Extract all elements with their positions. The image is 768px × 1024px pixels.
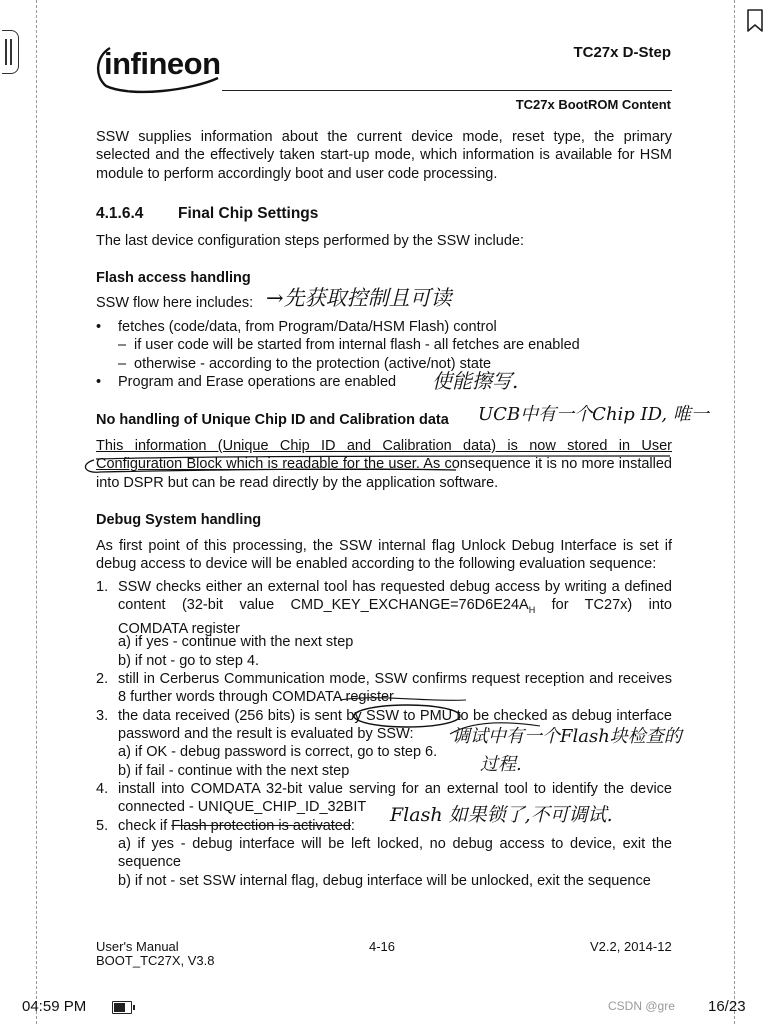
flash-item-2: Program and Erase operations are enabled (118, 374, 397, 390)
handwritten-note-1: →先获取控制且可读 (266, 286, 452, 310)
step-1a: a) if yes - continue with the next step (118, 634, 354, 650)
intro-paragraph: SSW supplies information about the current device mode, reset type, the primary selected and the effectively taken start-up mode, which information is available for HSM module to perform accordingly boot and user code processing. (96, 129, 672, 182)
ink-strike-comdata (340, 698, 466, 701)
dash-mark: – (118, 337, 127, 353)
chipid-underlined-text: This information (Unique Chip ID and Calibration data) is now stored in User Configuration Block which is readable for the user. (96, 438, 672, 473)
chipid-rest-text: As consequence it is no more installed into DSPR but can be read directly by the application software. (96, 456, 672, 491)
step-1-text-b: for TC27x) into COMDATA register (118, 597, 672, 637)
handwritten-note-4: 调试中有一个Flash块检查的 (452, 726, 682, 747)
section-heading-text: Final Chip Settings (178, 205, 319, 222)
status-time: 04:59 PM (22, 998, 87, 1015)
handwritten-note-2: 使能擦写. (432, 369, 519, 393)
step-5-text-a: check if (118, 818, 172, 834)
logo-text: infineon (104, 46, 221, 81)
footer-doc-id: BOOT_TC27X, V3.8 (96, 953, 215, 968)
flash-item-1: fetches (code/data, from Program/Data/HSM Flash) control (118, 319, 497, 335)
step-1-subscript: H (528, 605, 536, 616)
flash-heading: Flash access handling (96, 270, 251, 286)
section-title: TC27x BootROM Content (515, 97, 671, 112)
ink-underline-1 (96, 456, 670, 459)
step-4-number: 4. (96, 781, 109, 797)
step-5-struck-text: Flash protection is activated (171, 818, 351, 834)
step-4-text: install into COMDATA 32-bit value serving for an external tool to identify the device connected - UNIQUE_CHIP_ID_32BIT (118, 781, 672, 816)
bullet-dot: • (96, 374, 102, 390)
step-5-text-b: : (350, 818, 355, 834)
step-1b: b) if not - go to step 4. (118, 653, 260, 669)
section-number: 4.1.6.4 (96, 205, 144, 222)
handwritten-note-3: UCB中有一个Chip ID, 唯一 (478, 404, 709, 425)
step-2-text: still in Cerberus Communication mode, SSW confirms request reception and receives 8 further words through COMDATA register (118, 671, 672, 706)
step-3-text: the data received (256 bits) is sent by SSW to PMU to be checked as debug interface password and the result is evaluated by SSW: (118, 708, 672, 743)
handwritten-note-5: 过程. (480, 754, 522, 775)
flash-lead: SSW flow here includes: (96, 295, 254, 311)
step-1-text-a: SSW checks either an external tool has requested debug access by writing a defined content (32-bit value CMD_KEY_EXCHANGE=76D6E24A (118, 579, 672, 614)
battery-icon (112, 1001, 132, 1014)
debug-intro: As first point of this processing, the SSW internal flag Unlock Debug Interface is set if debug access to device will be enabled according to the following evaluation sequence: (96, 538, 672, 573)
watermark: CSDN @gre (608, 999, 675, 1013)
step-1-number: 1. (96, 579, 109, 595)
section-intro: The last device configuration steps performed by the SSW include: (96, 233, 524, 249)
flash-sub-2: otherwise - according to the protection (active/not) state (134, 356, 492, 372)
chipid-heading: No handling of Unique Chip ID and Calibration data (96, 412, 449, 428)
step-5-number: 5. (96, 818, 109, 834)
step-3b: b) if fail - continue with the next step (118, 763, 350, 779)
step-2-number: 2. (96, 671, 109, 687)
dash-mark: – (118, 356, 127, 372)
handwritten-note-6: Flash 如果锁了,不可调试. (390, 804, 613, 826)
footer-page: 4-16 (369, 939, 396, 954)
step-5b: b) if not - set SSW internal flag, debug interface will be unlocked, exit the sequence (118, 873, 651, 889)
bullet-dot: • (96, 319, 102, 335)
debug-heading: Debug System handling (96, 512, 262, 528)
step-3a: a) if OK - debug password is correct, go to step 6. (118, 744, 438, 760)
ink-circle (354, 705, 460, 727)
footer-manual: User's Manual (96, 939, 179, 954)
step-5a-text: a) if yes - debug interface will be left locked, no debug access to device, exit the sequence (118, 836, 672, 871)
footer-version: V2.2, 2014-12 (590, 939, 672, 954)
ink-underline-2 (85, 460, 456, 472)
page-counter: 16/23 (708, 998, 746, 1015)
doc-title: TC27x D-Step (573, 44, 671, 61)
flash-sub-1: if user code will be started from internal flash - all fetches are enabled (134, 337, 580, 353)
step-3-number: 3. (96, 708, 109, 724)
